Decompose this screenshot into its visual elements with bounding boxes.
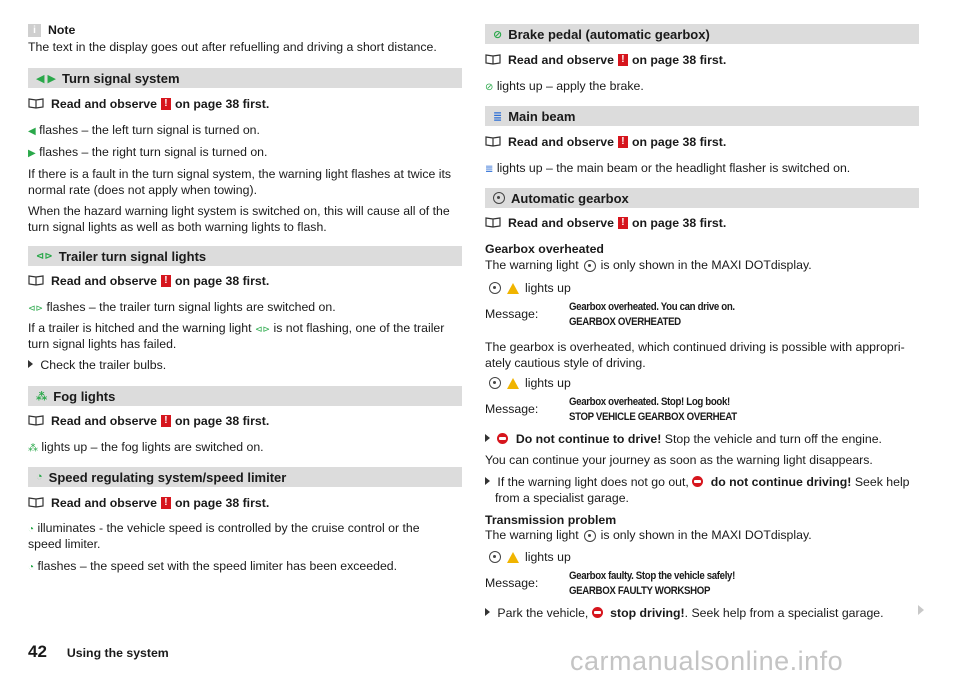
section-brake	[485, 24, 919, 44]
warning-sign-icon: !	[161, 98, 171, 110]
section-speed	[28, 467, 462, 487]
turn-signal-icon: ◀ ▶	[36, 72, 56, 85]
read-observe-post: on page 38 first.	[631, 134, 727, 149]
read-observe	[28, 494, 269, 511]
read-observe	[485, 51, 726, 68]
read-observe	[28, 272, 269, 289]
section-title: Trailer turn signal lights	[58, 248, 207, 264]
section-gearbox	[485, 188, 919, 208]
fog-light-icon: ⁂	[36, 390, 48, 403]
trans-desc-post: is only shown in the MAXI DOTdisplay.	[600, 528, 812, 542]
footer-label: Using the system	[66, 646, 169, 660]
gearbox-icon	[489, 282, 501, 294]
section-title: Brake pedal (automatic gearbox)	[508, 26, 710, 42]
gearbox-para1b: ately cautious style of driving.	[485, 356, 646, 370]
main-beam-icon: ≣	[485, 164, 494, 175]
brake-line	[485, 78, 644, 96]
note-text: The text in the display goes out after refuelling and driving a short distance.	[28, 40, 437, 54]
gearbox-icon	[489, 377, 501, 389]
message-line1: Gearbox overheated. Stop! Log book!	[569, 396, 730, 408]
main-beam-line-text: lights up – the main beam or the headlight flasher is switched on.	[496, 161, 851, 175]
warning-sign-icon: !	[161, 275, 171, 287]
gearbox-icon	[493, 192, 505, 204]
section-turn-signal	[28, 68, 462, 88]
warning-triangle-icon	[507, 378, 519, 389]
book-icon	[28, 275, 44, 286]
read-observe-pre: Read and observe	[508, 215, 614, 230]
read-observe-post: on page 38 first.	[174, 495, 270, 510]
overheated-desc-post: is only shown in the MAXI DOTdisplay.	[600, 258, 812, 272]
bullet-arrow-icon	[485, 477, 490, 485]
note-title: Note	[48, 23, 76, 37]
speed-line2-text: flashes – the speed set with the speed limiter has been exceeded.	[37, 559, 398, 573]
action3-bold: stop driving!	[610, 606, 685, 620]
warning-sign-icon: !	[161, 497, 171, 509]
action1-bold: Do not continue to drive!	[515, 432, 662, 446]
turn-right-text: flashes – the right turn signal is turned on.	[39, 145, 268, 159]
stop-icon	[497, 433, 508, 444]
gearbox-icon	[584, 260, 596, 272]
gearbox-para1a: The gearbox is overheated, which continued driving is possible with appropri-	[485, 340, 905, 354]
bullet-arrow-icon	[485, 608, 490, 616]
message-row	[485, 395, 760, 425]
book-icon	[485, 54, 501, 65]
warning-sign-icon: !	[618, 54, 628, 66]
read-observe-post: on page 38 first.	[174, 273, 270, 288]
read-observe-pre: Read and observe	[51, 413, 157, 428]
left-arrow-icon: ◀	[28, 126, 36, 137]
read-observe-post: on page 38 first.	[631, 52, 727, 67]
read-observe-post: on page 38 first.	[631, 215, 727, 230]
main-beam-line	[485, 160, 850, 178]
section-main-beam	[485, 106, 919, 126]
action2-bold: do not continue driving!	[710, 475, 852, 489]
turn-signal-para2b: turn signal lights as well as both warning lights to flash.	[28, 220, 327, 234]
read-observe-pre: Read and observe	[508, 52, 614, 67]
lights-up-row	[485, 281, 571, 295]
gearbox-action1	[485, 431, 882, 448]
gearbox-overheated-title: Gearbox overheated	[485, 242, 604, 256]
speedometer-icon: ◔	[28, 524, 35, 535]
section-title: Turn signal system	[61, 70, 180, 86]
brake-pedal-icon: ⊘	[485, 82, 494, 93]
brake-line-text: lights up – apply the brake.	[496, 79, 644, 93]
read-observe	[485, 133, 726, 150]
warning-sign-icon: !	[618, 136, 628, 148]
trailer-signal-icon: ⊲⊳	[28, 303, 44, 313]
lights-up-text: lights up	[525, 376, 571, 390]
message-text	[569, 569, 758, 599]
trailer-para-post: is not flashing, one of the trailer	[273, 321, 445, 335]
lights-up-row	[485, 376, 571, 390]
trailer-signal-icon: ⊲⊳	[36, 250, 53, 262]
speedometer-icon: ◔	[28, 562, 35, 573]
brake-pedal-icon: ⊘	[493, 28, 503, 41]
message-label: Message:	[485, 402, 539, 416]
message-line2: GEARBOX OVERHEATED	[569, 316, 681, 328]
speed-line1a-text: illuminates - the vehicle speed is controlled by the cruise control or the	[37, 521, 420, 535]
gearbox-icon	[489, 551, 501, 563]
turn-right-line	[28, 144, 267, 162]
gearbox-icon	[584, 530, 596, 542]
section-title: Automatic gearbox	[511, 190, 629, 206]
trailer-line-text: flashes – the trailer turn signal lights are switched on.	[46, 300, 336, 314]
read-observe-post: on page 38 first.	[174, 96, 270, 111]
read-observe-pre: Read and observe	[51, 96, 157, 111]
note-header	[28, 22, 75, 39]
right-arrow-icon: ▶	[28, 148, 36, 159]
book-icon	[28, 98, 44, 109]
section-title: Fog lights	[53, 388, 116, 404]
message-line2: GEARBOX FAULTY WORKSHOP	[569, 585, 711, 597]
gearbox-action2	[485, 474, 910, 491]
gearbox-action2-line2: from a specialist garage.	[495, 491, 629, 505]
book-icon	[28, 415, 44, 426]
page-footer	[28, 642, 169, 662]
speed-line2	[28, 558, 397, 576]
main-beam-icon: ≣	[493, 110, 503, 123]
section-trailer	[28, 246, 462, 266]
message-label: Message:	[485, 576, 539, 590]
trailer-para1b: turn signal lights has failed.	[28, 337, 177, 351]
lights-up-text: lights up	[525, 550, 571, 564]
read-observe	[28, 95, 269, 112]
turn-left-text: flashes – the left turn signal is turned on.	[39, 123, 260, 137]
message-row	[485, 569, 758, 599]
warning-triangle-icon	[507, 552, 519, 563]
trailer-signal-icon: ⊲⊳	[254, 324, 271, 334]
read-observe-post: on page 38 first.	[174, 413, 270, 428]
fog-line	[28, 439, 264, 457]
message-text	[569, 395, 760, 425]
overheated-desc-pre: The warning light	[485, 258, 579, 272]
turn-left-line	[28, 122, 260, 140]
stop-icon	[692, 476, 703, 487]
continue-arrow-icon	[918, 605, 924, 615]
message-line2: STOP VEHICLE GEARBOX OVERHEAT	[569, 411, 737, 423]
read-observe	[485, 214, 726, 231]
bullet-arrow-icon	[28, 360, 33, 368]
action2-pre: If the warning light does not go out,	[497, 475, 689, 489]
book-icon	[28, 497, 44, 508]
turn-signal-para2a: When the hazard warning light system is switched on, this will cause all of the	[28, 204, 450, 218]
gearbox-action3	[485, 605, 884, 622]
gearbox-para2: You can continue your journey as soon as the warning light disappears.	[485, 453, 873, 467]
bullet-arrow-icon	[485, 434, 490, 442]
page-number: 42	[28, 642, 47, 661]
trailer-line	[28, 299, 336, 317]
section-title: Main beam	[508, 108, 576, 124]
trans-desc-pre: The warning light	[485, 528, 579, 542]
read-observe-pre: Read and observe	[508, 134, 614, 149]
warning-sign-icon: !	[618, 217, 628, 229]
trailer-action	[28, 357, 166, 374]
fog-line-text: lights up – the fog lights are switched on.	[41, 440, 264, 454]
message-line1: Gearbox faulty. Stop the vehicle safely!	[569, 570, 735, 582]
gearbox-overheated-desc	[485, 257, 812, 274]
speed-line1b: speed limiter.	[28, 537, 101, 551]
transmission-title: Transmission problem	[485, 513, 617, 527]
lights-up-text: lights up	[525, 281, 571, 295]
watermark: carmanualsonline.info	[570, 646, 844, 676]
section-fog	[28, 386, 462, 406]
message-line1: Gearbox overheated. You can drive on.	[569, 301, 735, 313]
speedometer-icon: ◔	[36, 471, 43, 483]
transmission-desc	[485, 527, 812, 544]
action2-post: Seek help	[854, 475, 910, 489]
book-icon	[485, 217, 501, 228]
trailer-para-pre: If a trailer is hitched and the warning light	[28, 321, 252, 335]
info-icon: i	[28, 24, 41, 37]
turn-signal-para1b: normal rate (does not apply when towing).	[28, 183, 257, 197]
book-icon	[485, 136, 501, 147]
read-observe-pre: Read and observe	[51, 495, 157, 510]
action3-pre: Park the vehicle,	[497, 606, 589, 620]
fog-light-icon: ⁂	[28, 443, 38, 454]
action3-post: . Seek help from a specialist garage.	[684, 606, 884, 620]
read-observe	[28, 412, 269, 429]
warning-triangle-icon	[507, 283, 519, 294]
lights-up-row	[485, 550, 571, 564]
message-text	[569, 300, 757, 330]
stop-icon	[592, 607, 603, 618]
message-label: Message:	[485, 307, 539, 321]
read-observe-pre: Read and observe	[51, 273, 157, 288]
warning-sign-icon: !	[161, 415, 171, 427]
action1-rest: Stop the vehicle and turn off the engine.	[664, 432, 882, 446]
message-row	[485, 300, 757, 330]
trailer-action-text: Check the trailer bulbs.	[40, 358, 167, 372]
turn-signal-para1a: If there is a fault in the turn signal system, the warning light flashes at twice its	[28, 167, 452, 181]
section-title: Speed regulating system/speed limiter	[48, 469, 287, 485]
